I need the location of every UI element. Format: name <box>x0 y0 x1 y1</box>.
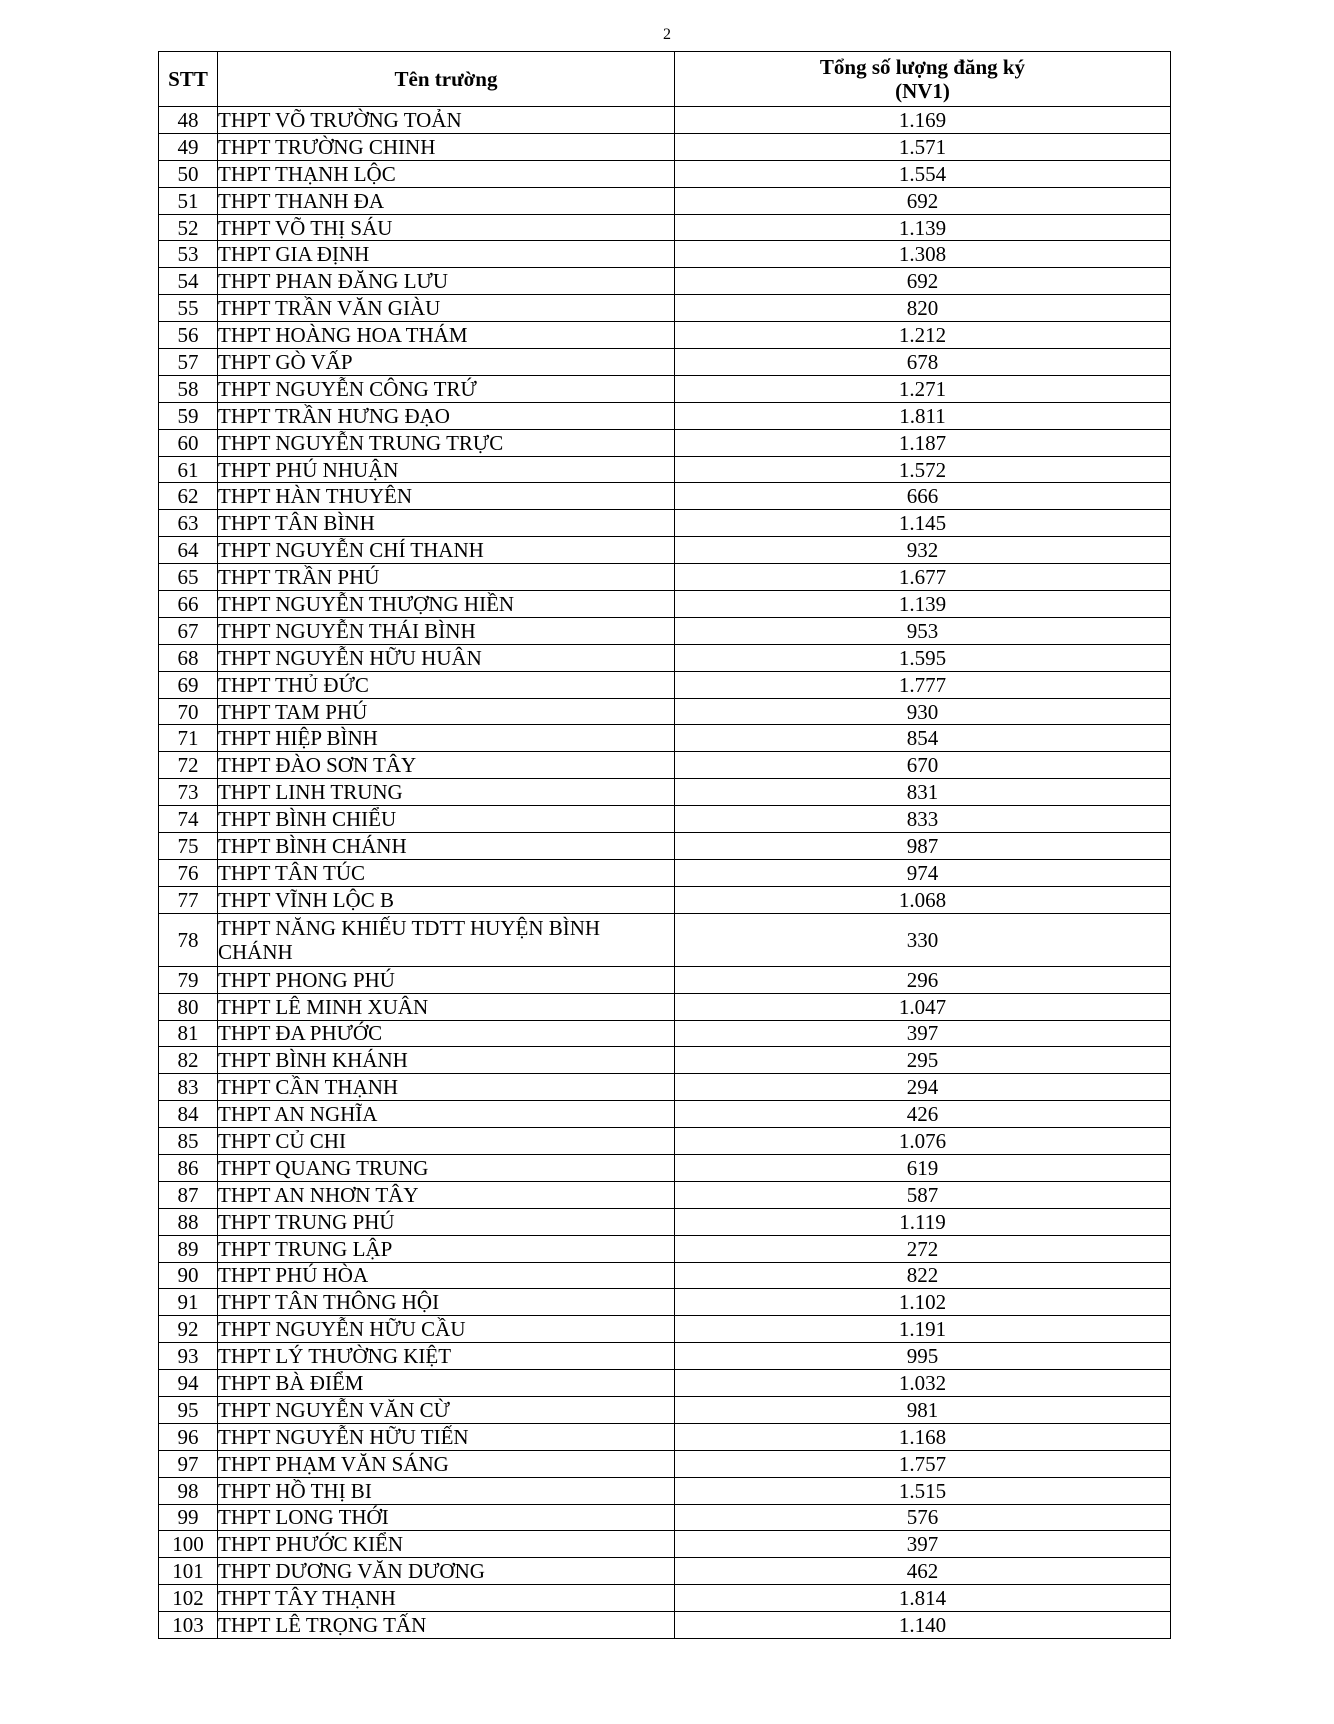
row-school-name: THPT NGUYỄN CHÍ THANH <box>218 537 675 564</box>
row-stt: 100 <box>159 1531 218 1558</box>
row-stt: 54 <box>159 268 218 295</box>
row-stt: 64 <box>159 537 218 564</box>
row-stt: 84 <box>159 1101 218 1128</box>
row-stt: 80 <box>159 993 218 1020</box>
row-school-name: THPT VĨNH LỘC B <box>218 886 675 913</box>
row-registration-count: 831 <box>675 779 1171 806</box>
row-school-name: THPT GÒ VẤP <box>218 349 675 376</box>
row-stt: 49 <box>159 133 218 160</box>
table-row <box>159 833 1171 860</box>
row-school-name: THPT NGUYỄN CÔNG TRỨ <box>218 375 675 402</box>
row-stt: 78 <box>159 913 218 966</box>
row-school-name: THPT LONG THỚI <box>218 1504 675 1531</box>
row-stt: 60 <box>159 429 218 456</box>
row-school-name: THPT LÊ TRỌNG TẤN <box>218 1612 675 1639</box>
row-school-name: THPT PHÚ NHUẬN <box>218 456 675 483</box>
row-stt: 70 <box>159 698 218 725</box>
row-registration-count: 1.515 <box>675 1477 1171 1504</box>
row-school-name: THPT THỦ ĐỨC <box>218 671 675 698</box>
row-registration-count: 1.102 <box>675 1289 1171 1316</box>
row-registration-count: 1.572 <box>675 456 1171 483</box>
row-stt: 76 <box>159 859 218 886</box>
header-school-name: Tên trường <box>218 52 675 107</box>
row-school-name: THPT AN NGHĨA <box>218 1101 675 1128</box>
row-stt: 71 <box>159 725 218 752</box>
row-registration-count: 678 <box>675 349 1171 376</box>
row-school-name: THPT TÂN THÔNG HỘI <box>218 1289 675 1316</box>
row-stt: 63 <box>159 510 218 537</box>
row-stt: 96 <box>159 1423 218 1450</box>
row-registration-count: 1.757 <box>675 1450 1171 1477</box>
row-registration-count: 1.571 <box>675 133 1171 160</box>
table-row <box>159 671 1171 698</box>
row-school-name: THPT AN NHƠN TÂY <box>218 1181 675 1208</box>
row-school-name: THPT PHẠM VĂN SÁNG <box>218 1450 675 1477</box>
row-registration-count: 1.119 <box>675 1208 1171 1235</box>
row-registration-count: 272 <box>675 1235 1171 1262</box>
header-stt: STT <box>159 52 218 107</box>
row-stt: 73 <box>159 779 218 806</box>
row-stt: 53 <box>159 241 218 268</box>
table-row <box>159 268 1171 295</box>
table-row <box>159 591 1171 618</box>
table-row <box>159 402 1171 429</box>
row-registration-count: 822 <box>675 1262 1171 1289</box>
row-stt: 52 <box>159 214 218 241</box>
row-stt: 87 <box>159 1181 218 1208</box>
row-school-name: THPT TRẦN PHÚ <box>218 564 675 591</box>
row-registration-count: 1.076 <box>675 1128 1171 1155</box>
header-row <box>159 52 1171 107</box>
row-stt: 88 <box>159 1208 218 1235</box>
row-school-name: THPT HÀN THUYÊN <box>218 483 675 510</box>
row-school-name: THPT TÂY THẠNH <box>218 1585 675 1612</box>
row-school-name: THPT VÕ THỊ SÁU <box>218 214 675 241</box>
row-stt: 94 <box>159 1370 218 1397</box>
row-school-name: THPT NGUYỄN TRUNG TRỰC <box>218 429 675 456</box>
table-row <box>159 1450 1171 1477</box>
row-stt: 55 <box>159 295 218 322</box>
row-school-name: THPT HOÀNG HOA THÁM <box>218 322 675 349</box>
row-registration-count: 1.191 <box>675 1316 1171 1343</box>
row-school-name: THPT THANH ĐA <box>218 187 675 214</box>
row-stt: 48 <box>159 107 218 134</box>
table-row <box>159 1154 1171 1181</box>
row-registration-count: 1.169 <box>675 107 1171 134</box>
row-registration-count: 397 <box>675 1531 1171 1558</box>
row-school-name: THPT VÕ TRƯỜNG TOẢN <box>218 107 675 134</box>
table-row <box>159 1128 1171 1155</box>
row-registration-count: 1.677 <box>675 564 1171 591</box>
table-row <box>159 752 1171 779</box>
row-registration-count: 1.168 <box>675 1423 1171 1450</box>
row-registration-count: 1.595 <box>675 644 1171 671</box>
row-school-name: THPT TRUNG LẬP <box>218 1235 675 1262</box>
row-stt: 61 <box>159 456 218 483</box>
row-stt: 92 <box>159 1316 218 1343</box>
row-registration-count: 1.271 <box>675 375 1171 402</box>
table-row <box>159 322 1171 349</box>
row-registration-count: 1.777 <box>675 671 1171 698</box>
row-school-name: THPT ĐA PHƯỚC <box>218 1020 675 1047</box>
row-registration-count: 294 <box>675 1074 1171 1101</box>
row-registration-count: 1.145 <box>675 510 1171 537</box>
registration-table <box>158 51 1171 1639</box>
row-school-name: THPT NGUYỄN VĂN CỪ <box>218 1396 675 1423</box>
row-stt: 95 <box>159 1396 218 1423</box>
table-row <box>159 1343 1171 1370</box>
table-row <box>159 456 1171 483</box>
row-registration-count: 987 <box>675 833 1171 860</box>
row-registration-count: 1.047 <box>675 993 1171 1020</box>
row-registration-count: 619 <box>675 1154 1171 1181</box>
row-registration-count: 1.139 <box>675 591 1171 618</box>
header-count-line1: Tổng số lượng đăng ký <box>819 55 1026 79</box>
row-registration-count: 932 <box>675 537 1171 564</box>
row-registration-count: 981 <box>675 1396 1171 1423</box>
row-registration-count: 820 <box>675 295 1171 322</box>
row-stt: 58 <box>159 375 218 402</box>
row-stt: 74 <box>159 806 218 833</box>
row-stt: 57 <box>159 349 218 376</box>
table-row <box>159 1074 1171 1101</box>
row-registration-count: 397 <box>675 1020 1171 1047</box>
table-row <box>159 483 1171 510</box>
table-row <box>159 295 1171 322</box>
row-stt: 68 <box>159 644 218 671</box>
table-row <box>159 1020 1171 1047</box>
row-school-name: THPT HIỆP BÌNH <box>218 725 675 752</box>
row-school-name: THPT LINH TRUNG <box>218 779 675 806</box>
row-school-name: THPT NGUYỄN HỮU CẦU <box>218 1316 675 1343</box>
row-school-name: THPT PHAN ĐĂNG LƯU <box>218 268 675 295</box>
row-stt: 66 <box>159 591 218 618</box>
table-row <box>159 1208 1171 1235</box>
row-stt: 67 <box>159 617 218 644</box>
row-school-name: THPT TRƯỜNG CHINH <box>218 133 675 160</box>
table-row <box>159 1101 1171 1128</box>
table-row <box>159 1235 1171 1262</box>
row-stt: 62 <box>159 483 218 510</box>
row-stt: 81 <box>159 1020 218 1047</box>
row-school-name: THPT CẦN THẠNH <box>218 1074 675 1101</box>
row-stt: 90 <box>159 1262 218 1289</box>
row-stt: 82 <box>159 1047 218 1074</box>
row-stt: 69 <box>159 671 218 698</box>
row-stt: 103 <box>159 1612 218 1639</box>
row-stt: 59 <box>159 402 218 429</box>
row-stt: 99 <box>159 1504 218 1531</box>
row-stt: 56 <box>159 322 218 349</box>
table-row <box>159 617 1171 644</box>
row-school-name: THPT GIA ĐỊNH <box>218 241 675 268</box>
table-row <box>159 1423 1171 1450</box>
row-registration-count: 974 <box>675 859 1171 886</box>
row-registration-count: 1.308 <box>675 241 1171 268</box>
row-stt: 98 <box>159 1477 218 1504</box>
row-registration-count: 295 <box>675 1047 1171 1074</box>
row-school-name: THPT BÌNH CHÁNH <box>218 833 675 860</box>
row-school-name: THPT HỒ THỊ BI <box>218 1477 675 1504</box>
row-school-name: THPT BÌNH CHIỂU <box>218 806 675 833</box>
table-row <box>159 993 1171 1020</box>
row-stt: 72 <box>159 752 218 779</box>
table-row <box>159 510 1171 537</box>
row-stt: 85 <box>159 1128 218 1155</box>
row-registration-count: 1.032 <box>675 1370 1171 1397</box>
row-school-name: THPT CỦ CHI <box>218 1128 675 1155</box>
row-stt: 102 <box>159 1585 218 1612</box>
table-row <box>159 1316 1171 1343</box>
row-school-name: THPT ĐÀO SƠN TÂY <box>218 752 675 779</box>
row-registration-count: 1.140 <box>675 1612 1171 1639</box>
table-row <box>159 133 1171 160</box>
row-school-name: THPT BÀ ĐIỂM <box>218 1370 675 1397</box>
table-row <box>159 1504 1171 1531</box>
row-registration-count: 1.187 <box>675 429 1171 456</box>
row-school-name: THPT PHONG PHÚ <box>218 966 675 993</box>
table-header <box>159 52 1171 107</box>
table-row <box>159 429 1171 456</box>
row-stt: 93 <box>159 1343 218 1370</box>
table-row <box>159 1047 1171 1074</box>
row-registration-count: 1.212 <box>675 322 1171 349</box>
table-row <box>159 644 1171 671</box>
row-registration-count: 462 <box>675 1558 1171 1585</box>
row-school-name: THPT PHƯỚC KIỂN <box>218 1531 675 1558</box>
table-row <box>159 1262 1171 1289</box>
row-stt: 83 <box>159 1074 218 1101</box>
row-school-name: THPT LÝ THƯỜNG KIỆT <box>218 1343 675 1370</box>
row-registration-count: 692 <box>675 268 1171 295</box>
table-row <box>159 1289 1171 1316</box>
table-row <box>159 725 1171 752</box>
row-stt: 89 <box>159 1235 218 1262</box>
page-number: 2 <box>663 26 671 43</box>
row-school-name: THPT NGUYỄN THƯỢNG HIỀN <box>218 591 675 618</box>
table-row <box>159 1612 1171 1639</box>
table-row <box>159 779 1171 806</box>
row-school-name: THPT LÊ MINH XUÂN <box>218 993 675 1020</box>
row-stt: 79 <box>159 966 218 993</box>
row-stt: 65 <box>159 564 218 591</box>
row-school-name: THPT NĂNG KHIẾU TDTT HUYỆN BÌNH CHÁNH <box>218 913 675 966</box>
table-row <box>159 241 1171 268</box>
table-row <box>159 349 1171 376</box>
table-row <box>159 1558 1171 1585</box>
row-registration-count: 995 <box>675 1343 1171 1370</box>
row-stt: 91 <box>159 1289 218 1316</box>
header-count-line2: (NV1) <box>895 79 950 103</box>
table-row <box>159 966 1171 993</box>
row-registration-count: 930 <box>675 698 1171 725</box>
table-row <box>159 187 1171 214</box>
table-row <box>159 1181 1171 1208</box>
row-stt: 97 <box>159 1450 218 1477</box>
table-row <box>159 859 1171 886</box>
row-registration-count: 576 <box>675 1504 1171 1531</box>
table-row <box>159 886 1171 913</box>
row-registration-count: 953 <box>675 617 1171 644</box>
row-registration-count: 1.068 <box>675 886 1171 913</box>
table-row <box>159 160 1171 187</box>
table-body <box>159 107 1171 1639</box>
table-row <box>159 1585 1171 1612</box>
row-school-name: THPT NGUYỄN HỮU HUÂN <box>218 644 675 671</box>
row-school-name: THPT NGUYỄN THÁI BÌNH <box>218 617 675 644</box>
table-row <box>159 913 1171 966</box>
row-stt: 75 <box>159 833 218 860</box>
row-school-name: THPT TÂN BÌNH <box>218 510 675 537</box>
table-row <box>159 806 1171 833</box>
row-registration-count: 330 <box>675 913 1171 966</box>
row-school-name: THPT TRẦN VĂN GIÀU <box>218 295 675 322</box>
row-school-name: THPT PHÚ HÒA <box>218 1262 675 1289</box>
row-school-name: THPT DƯƠNG VĂN DƯƠNG <box>218 1558 675 1585</box>
table-row <box>159 107 1171 134</box>
table-row <box>159 1477 1171 1504</box>
row-school-name: THPT QUANG TRUNG <box>218 1154 675 1181</box>
row-school-name: THPT NGUYỄN HỮU TIẾN <box>218 1423 675 1450</box>
row-school-name: THPT THẠNH LỘC <box>218 160 675 187</box>
header-registration-count <box>675 52 1171 107</box>
table-row <box>159 564 1171 591</box>
row-school-name: THPT TRẦN HƯNG ĐẠO <box>218 402 675 429</box>
row-registration-count: 1.554 <box>675 160 1171 187</box>
row-registration-count: 854 <box>675 725 1171 752</box>
row-stt: 51 <box>159 187 218 214</box>
row-registration-count: 692 <box>675 187 1171 214</box>
table-row <box>159 1531 1171 1558</box>
row-school-name: THPT TAM PHÚ <box>218 698 675 725</box>
table-row <box>159 375 1171 402</box>
table-row <box>159 214 1171 241</box>
row-registration-count: 587 <box>675 1181 1171 1208</box>
row-stt: 86 <box>159 1154 218 1181</box>
row-registration-count: 426 <box>675 1101 1171 1128</box>
table-row <box>159 1370 1171 1397</box>
table-row <box>159 698 1171 725</box>
table-row <box>159 537 1171 564</box>
row-registration-count: 1.811 <box>675 402 1171 429</box>
row-school-name: THPT TRUNG PHÚ <box>218 1208 675 1235</box>
row-school-name: THPT TÂN TÚC <box>218 859 675 886</box>
row-registration-count: 833 <box>675 806 1171 833</box>
row-registration-count: 1.139 <box>675 214 1171 241</box>
row-stt: 77 <box>159 886 218 913</box>
row-registration-count: 666 <box>675 483 1171 510</box>
row-registration-count: 670 <box>675 752 1171 779</box>
row-stt: 50 <box>159 160 218 187</box>
table-row <box>159 1396 1171 1423</box>
row-stt: 101 <box>159 1558 218 1585</box>
row-school-name: THPT BÌNH KHÁNH <box>218 1047 675 1074</box>
row-registration-count: 296 <box>675 966 1171 993</box>
row-registration-count: 1.814 <box>675 1585 1171 1612</box>
